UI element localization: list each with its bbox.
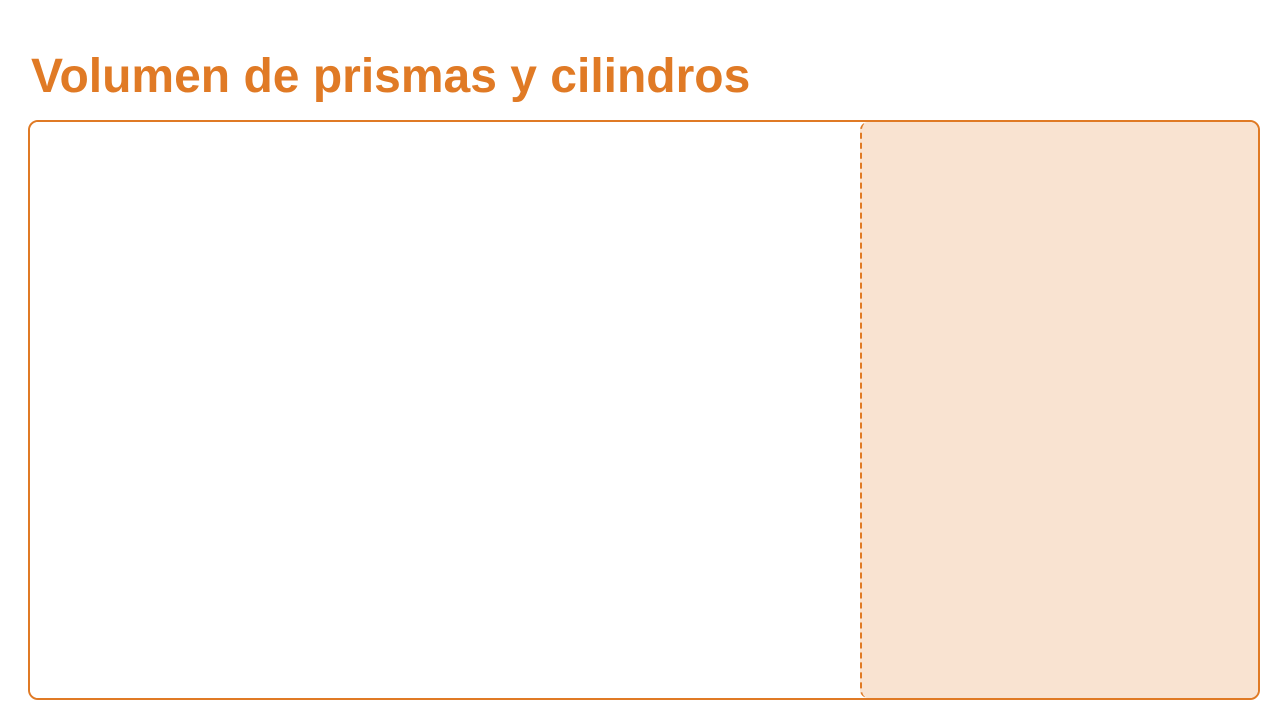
- content-frame: [28, 120, 1260, 700]
- page-title: Volumen de prismas y cilindros: [31, 50, 751, 103]
- main-content-panel: [30, 122, 860, 698]
- side-notes-panel: [860, 122, 1258, 698]
